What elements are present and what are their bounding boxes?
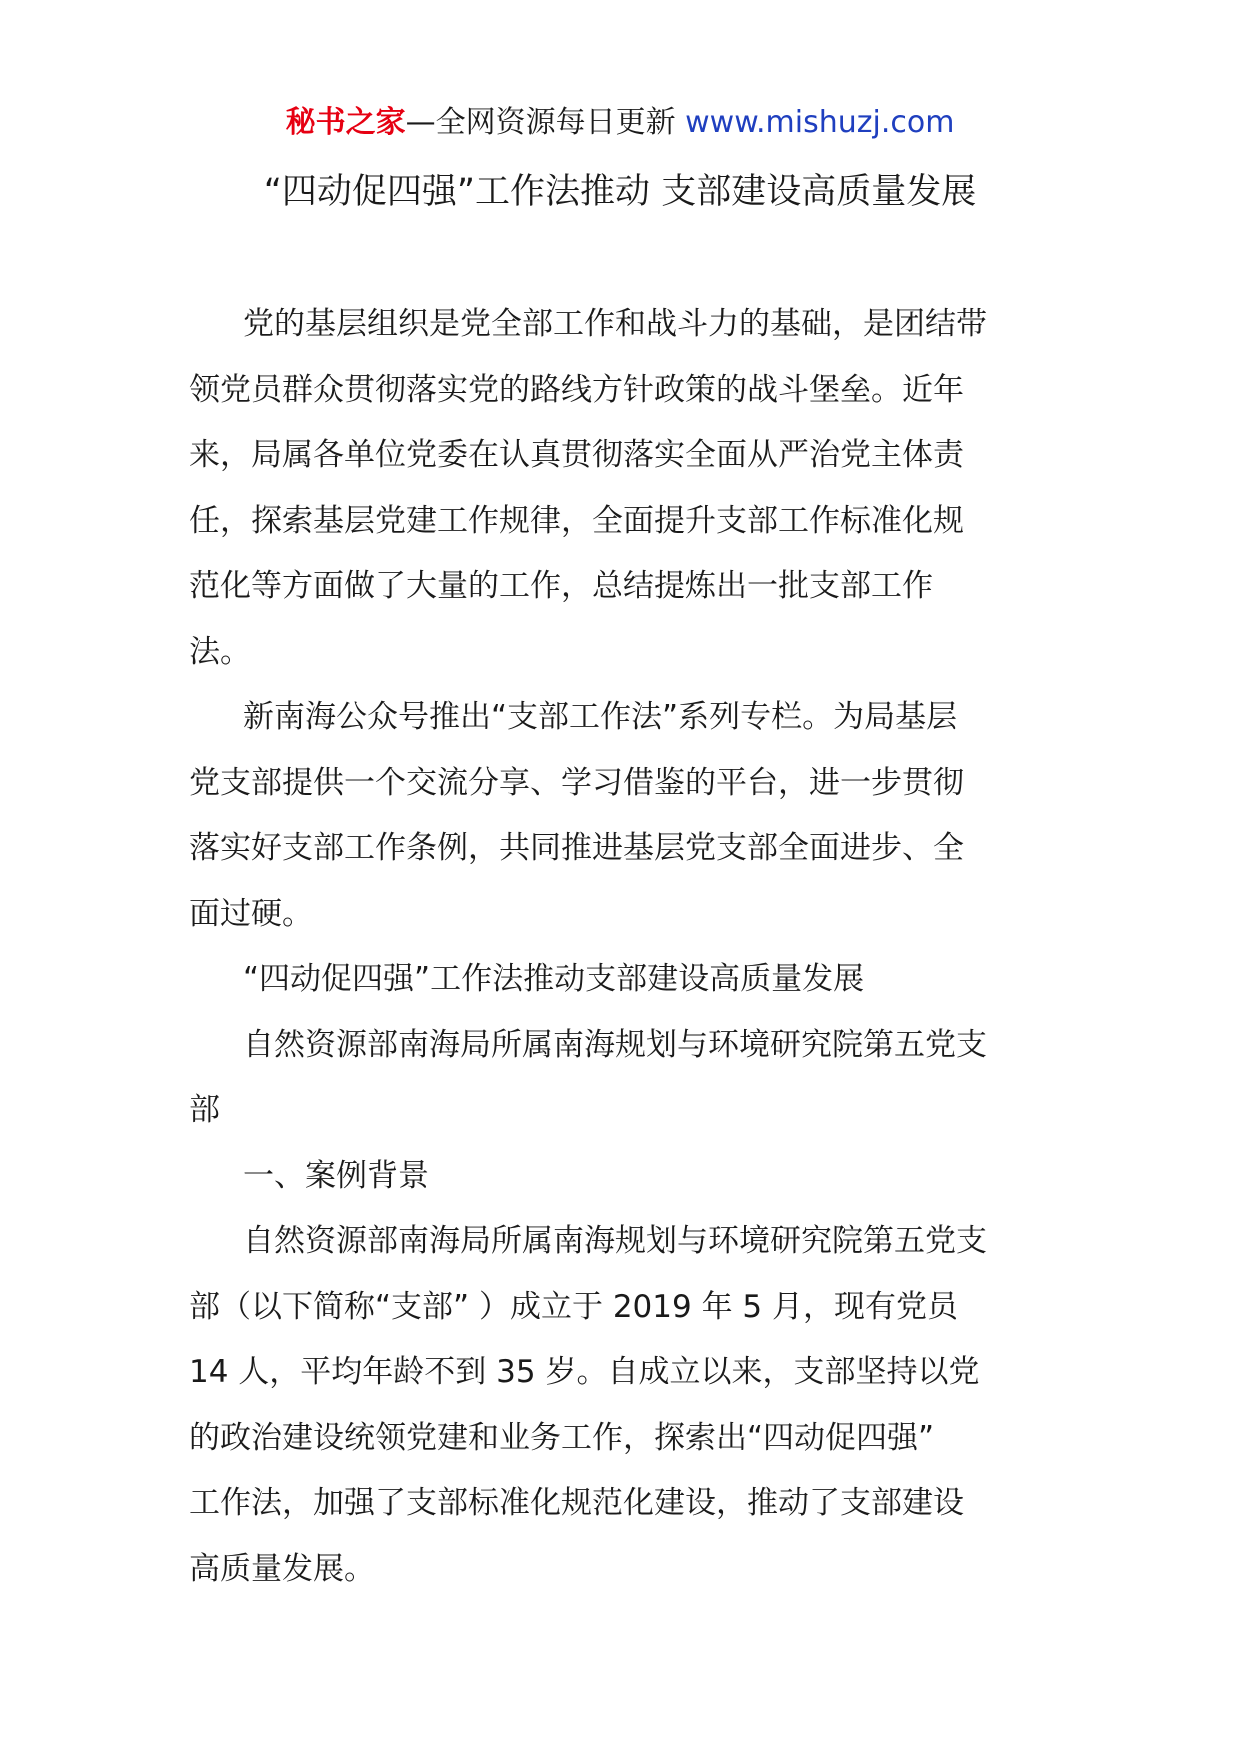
article-subtitle: “四动促四强”工作法推动支部建设高质量发展	[243, 961, 865, 997]
paragraph-line: 党的基层组织是党全部工作和战斗力的基础，是团结带	[243, 306, 987, 342]
site-url[interactable]: www.mishuzj.com	[685, 105, 955, 140]
section-heading: 一、案例背景	[243, 1157, 429, 1194]
paragraph-line: 工作法，加强了支部标准化规范化建设，推动了支部建设	[189, 1485, 964, 1521]
paragraph-line: 领党员群众贯彻落实党的路线方针政策的战斗堡垒。近年	[189, 371, 964, 408]
author-line: 自然资源部南海局所属南海规划与环境研究院第五党支	[243, 1026, 987, 1063]
brand-name: 秘书之家	[285, 105, 406, 140]
document-title: “四动促四强”工作法推动 支部建设高质量发展	[263, 172, 977, 212]
paragraph-line: 法。	[189, 633, 251, 670]
paragraph-line: 的政治建设统领党建和业务工作，探索出“四动促四强”	[189, 1419, 935, 1456]
paragraph-line: 14 人，平均年龄不到 35 岁。自成立以来，支部坚持以党	[189, 1354, 980, 1390]
paragraph	[189, 1209, 1069, 1602]
paragraph-line: 高质量发展。	[189, 1550, 375, 1587]
document-body	[189, 292, 1069, 1602]
paragraph	[189, 685, 1069, 947]
paragraph-line: 自然资源部南海局所属南海规划与环境研究院第五党支	[243, 1223, 987, 1259]
paragraph-line: 来，局属各单位党委在认真贯彻落实全面从严治党主体责	[189, 437, 964, 473]
paragraph	[189, 947, 1069, 1013]
paragraph-line: 党支部提供一个交流分享、学习借鉴的平台，进一步贯彻	[189, 764, 964, 801]
paragraph-line: 范化等方面做了大量的工作，总结提炼出一批支部工作	[189, 568, 933, 604]
site-banner	[0, 100, 1240, 146]
paragraph	[189, 1013, 1069, 1144]
paragraph	[189, 1144, 1069, 1210]
banner-tagline: —全网资源每日更新	[405, 105, 676, 140]
author-line: 部	[189, 1092, 220, 1128]
paragraph-line: 新南海公众号推出“支部工作法”系列专栏。为局基层	[243, 699, 958, 735]
paragraph-line: 任，探索基层党建工作规律，全面提升支部工作标准化规	[189, 502, 964, 539]
paragraph-line: 面过硬。	[189, 895, 313, 932]
paragraph-line: 落实好支部工作条例，共同推进基层党支部全面进步、全	[189, 830, 964, 866]
paragraph	[189, 292, 1069, 685]
paragraph-line: 部（以下简称“支部” ）成立于 2019 年 5 月，现有党员	[189, 1288, 959, 1325]
